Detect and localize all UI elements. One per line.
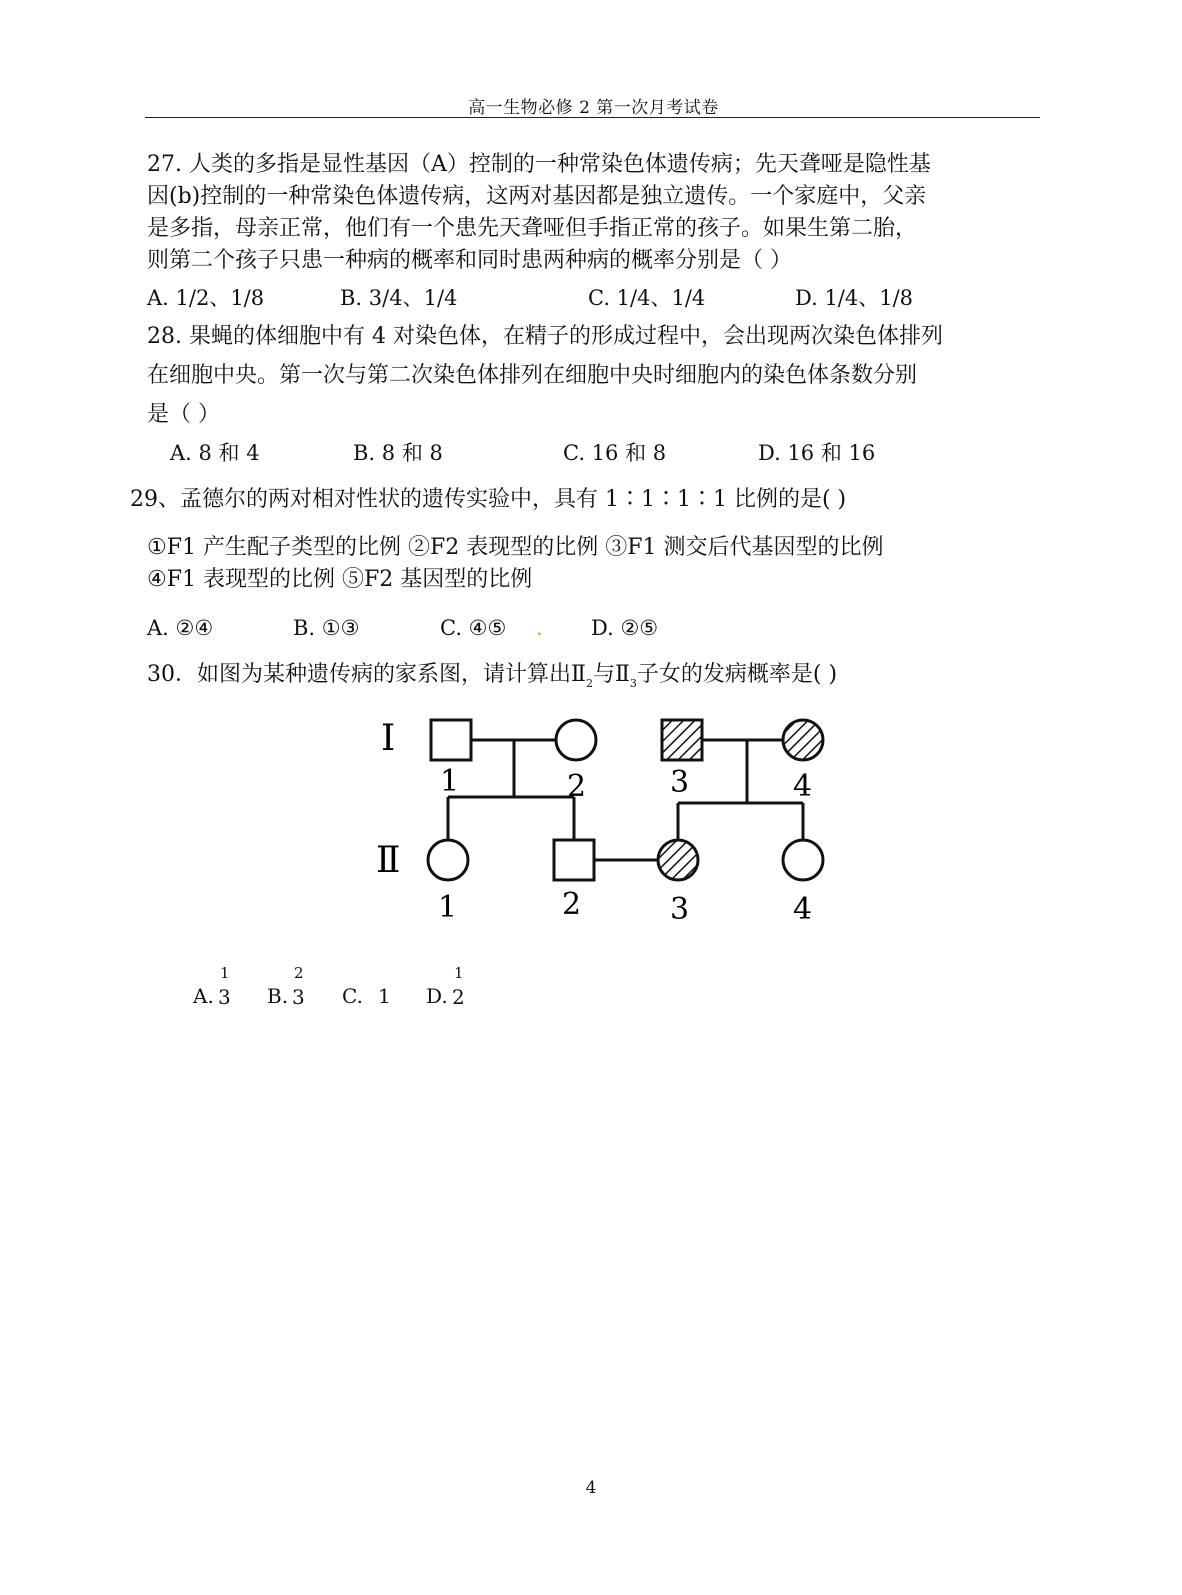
q27-option-a: A. 1/2、1/8: [147, 286, 265, 310]
q28-line-1: 28. 果蝇的体细胞中有 4 对染色体，在精子的形成过程中，会出现两次染色体排列: [147, 324, 943, 349]
generation-label-2: Ⅱ: [376, 840, 401, 881]
q30-stem-part-1: 30．如图为某种遗传病的家系图，请计算出Ⅱ: [147, 662, 586, 687]
q30-option-a-numerator: 1: [220, 964, 230, 982]
q29-stem: 29、孟德尔的两对相对性状的遗传实验中，具有 1∶1∶1∶1 比例的是( ): [130, 487, 847, 512]
gen1-female-2: [556, 720, 596, 760]
gen2-label-4: 4: [793, 892, 813, 927]
q30-stem-part-2: 与Ⅱ: [592, 662, 630, 687]
page-header-title: 高一生物必修 2 第一次月考试卷: [468, 98, 719, 118]
q28-option-b: B. 8 和 8: [353, 441, 443, 465]
q28-option-a: A. 8 和 4: [170, 441, 260, 465]
q27-line-2: 因(b)控制的一种常染色体遗传病，这两对基因都是独立遗传。一个家庭中，父亲: [147, 184, 927, 209]
q30-option-a-letter: A.: [193, 984, 214, 1008]
gen2-label-3: 3: [670, 892, 690, 927]
header-rule: [145, 117, 1040, 118]
q28-option-c: C. 16 和 8: [563, 441, 667, 465]
gen1-label-3: 3: [670, 765, 690, 800]
q30-subscript-1: 2: [585, 677, 593, 690]
q30-option-c-value: 1: [378, 984, 391, 1008]
gen1-male-1: [431, 720, 471, 760]
q30-option-d-numerator: 1: [454, 964, 464, 982]
q29-option-c: C. ④⑤: [440, 616, 507, 640]
q29-option-a: A. ②④: [147, 616, 214, 640]
q30-option-a-denominator: 3: [218, 985, 231, 1009]
page-number: 4: [585, 1478, 597, 1498]
q30-stem: [147, 660, 837, 699]
q29-items-line-1: ①F1 产生配子类型的比例 ②F2 表现型的比例 ③F1 测交后代基因型的比例: [147, 535, 884, 560]
q28-option-d: D. 16 和 16: [758, 441, 876, 465]
stray-dot-mark: .: [536, 616, 543, 640]
q27-option-d: D. 1/4、1/8: [795, 286, 914, 310]
pedigree-diagram: [0, 700, 1182, 940]
gen1-female-4-affected: [783, 720, 823, 760]
q30-subscript-2: 3: [629, 677, 637, 690]
q27-line-4: 则第二个孩子只患一种病的概率和同时患两种病的概率分别是（ ）: [147, 248, 792, 273]
q29-option-d: D. ②⑤: [591, 616, 659, 640]
gen2-label-1: 1: [438, 890, 458, 925]
q30-stem-part-3: 子女的发病概率是( ): [636, 662, 838, 687]
q27-option-c: C. 1/4、1/4: [588, 286, 706, 310]
q27-line-3: 是多指，母亲正常，他们有一个患先天聋哑但手指正常的孩子。如果生第二胎，: [147, 216, 918, 241]
q28-line-3: 是（ ）: [147, 402, 220, 427]
q30-option-d-denominator: 2: [452, 985, 465, 1009]
gen2-label-2: 2: [562, 887, 582, 922]
q27-option-b: B. 3/4、1/4: [340, 286, 458, 310]
gen1-label-2: 2: [567, 769, 587, 804]
q29-option-b: B. ①③: [293, 616, 360, 640]
q30-option-b-numerator: 2: [294, 964, 304, 982]
q27-line-1: 27. 人类的多指是显性基因（A）控制的一种常染色体遗传病；先天聋哑是隐性基: [147, 152, 931, 177]
generation-label-1: Ⅰ: [381, 718, 396, 759]
q30-option-d-letter: D.: [426, 984, 448, 1008]
q28-line-2: 在细胞中央。第一次与第二次染色体排列在细胞中央时细胞内的染色体条数分别: [147, 363, 918, 388]
gen1-label-4: 4: [793, 769, 813, 804]
gen2-female-3-affected: [658, 840, 698, 880]
gen2-female-1: [428, 840, 468, 880]
gen2-female-4: [783, 840, 823, 880]
gen1-male-3-affected: [662, 720, 702, 760]
gen2-male-2: [554, 840, 594, 880]
q30-option-b-letter: B.: [267, 984, 289, 1008]
q30-option-b-denominator: 3: [292, 985, 305, 1009]
q29-items-line-2: ④F1 表现型的比例 ⑤F2 基因型的比例: [147, 567, 533, 592]
gen1-label-1: 1: [440, 764, 460, 799]
q30-option-c-letter: C.: [342, 984, 363, 1008]
